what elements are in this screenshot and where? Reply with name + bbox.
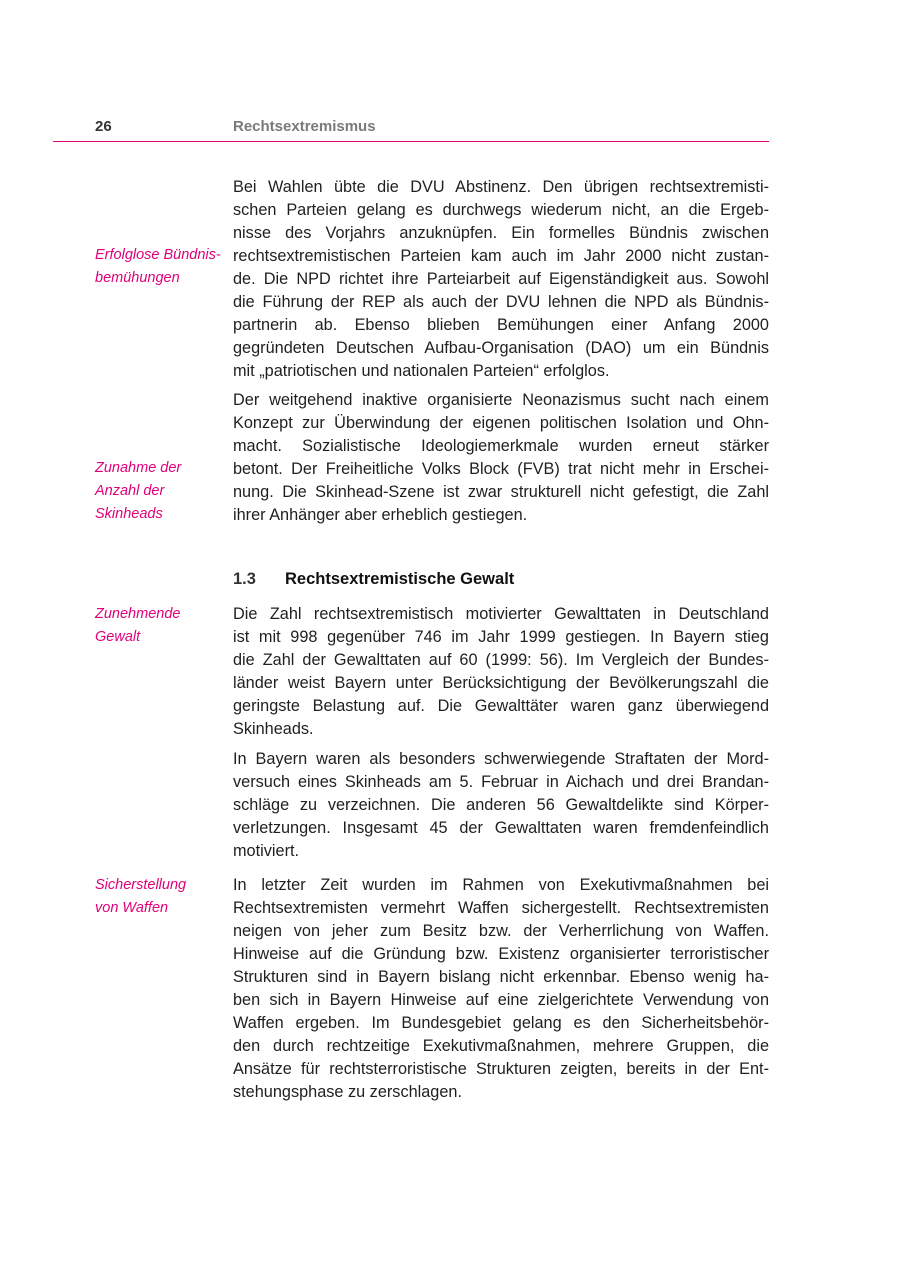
page-number: 26 [95, 118, 112, 135]
text-line: verletzungen. Insgesamt 45 der Gewalttaten waren fremdenfeindlich [233, 819, 769, 837]
text-line: die Zahl der Gewalttaten auf 60 (1999: 56). Im Vergleich der Bundes- [233, 651, 769, 669]
text-line: Die Zahl rechtsextremistisch motivierter Gewalttaten in Deutschland [233, 605, 769, 623]
text-line: Bei Wahlen übte die DVU Abstinenz. Den übrigen rechtsextremisti- [233, 178, 769, 196]
margin-note-line: Zunehmende [95, 606, 181, 622]
text-line: ist mit 998 gegenüber 746 im Jahr 1999 gestiegen. In Bayern stieg [233, 628, 769, 646]
section-number: 1.3 [233, 570, 256, 588]
text-line: Waffen ergeben. Im Bundesgebiet gelang es den Sicherheitsbehör- [233, 1014, 769, 1032]
paragraph-gewalttaten-zahl [233, 603, 769, 741]
paragraph-wahlen-buendnis [233, 176, 769, 383]
text-line: Rechtsextremisten vermehrt Waffen sichergestellt. Rechtsextremisten [233, 899, 769, 917]
margin-note-line: bemühungen [95, 270, 180, 286]
text-line: ben sich in Bayern Hinweise auf eine zielgerichtete Verwendung von [233, 991, 769, 1009]
text-line: gegründeten Deutschen Aufbau-Organisation (DAO) um ein Bündnis [233, 339, 769, 357]
text-line: geringste Belastung auf. Die Gewalttäter waren ganz überwiegend [233, 697, 769, 715]
margin-note-line: Skinheads [95, 506, 163, 522]
paragraph-neonazismus [233, 389, 769, 527]
margin-note-erfolglose-buendnisbemuehungen [95, 244, 230, 290]
text-line: In letzter Zeit wurden im Rahmen von Exekutivmaßnahmen bei [233, 876, 769, 894]
margin-note-line: Gewalt [95, 629, 141, 645]
text-line: partnerin ab. Ebenso blieben Bemühungen einer Anfang 2000 [233, 316, 769, 334]
text-line: Konzept zur Überwindung der eigenen politischen Isolation und Ohn- [233, 414, 769, 432]
text-line: macht. Sozialistische Ideologiemerkmale wurden erneut stärker [233, 437, 769, 455]
text-line: ihrer Anhänger aber erheblich gestiegen. [233, 506, 528, 524]
text-line: rechtsextremistischen Parteien kam auch im Jahr 2000 nicht zustan- [233, 247, 769, 265]
running-title: Rechtsextremismus [233, 118, 376, 135]
text-line: nung. Die Skinhead-Szene ist zwar strukturell nicht gefestigt, die Zahl [233, 483, 769, 501]
margin-note-line: Zunahme der [95, 460, 182, 476]
margin-note-sicherstellung-waffen [95, 874, 230, 920]
text-line: schen Parteien gelang es durchwegs wiederum nicht, an die Ergeb- [233, 201, 769, 219]
margin-note-zunehmende-gewalt [95, 603, 230, 649]
margin-note-line: von Waffen [95, 900, 169, 916]
header-rule [53, 141, 769, 142]
text-line: motiviert. [233, 842, 300, 860]
margin-note-line: Anzahl der [95, 483, 165, 499]
text-line: Der weitgehend inaktive organisierte Neonazismus sucht nach einem [233, 391, 769, 409]
margin-note-line: Erfolglose Bündnis- [95, 247, 221, 263]
text-line: nisse des Vorjahrs anzuknüpfen. Ein formelles Bündnis zwischen [233, 224, 769, 242]
text-line: Strukturen sind in Bayern bislang nicht erkennbar. Ebenso wenig ha- [233, 968, 769, 986]
text-line: schläge zu verzeichnen. Die anderen 56 Gewaltdelikte sind Körper- [233, 796, 769, 814]
text-line: de. Die NPD richtet ihre Parteiarbeit auf Eigenständigkeit aus. Sowohl [233, 270, 769, 288]
text-line: versuch eines Skinheads am 5. Februar in Aichach und drei Brandan- [233, 773, 769, 791]
text-line: neigen von jeher zum Besitz bzw. der Verherrlichung von Waffen. [233, 922, 769, 940]
margin-note-line: Sicherstellung [95, 877, 187, 893]
text-line: die Führung der REP als auch der DVU lehnen die NPD als Bündnis- [233, 293, 769, 311]
text-line: Ansätze für rechtsterroristische Strukturen zeigten, bereits in der Ent- [233, 1060, 769, 1078]
paragraph-waffen [233, 874, 769, 1104]
text-line: stehungsphase zu zerschlagen. [233, 1083, 462, 1101]
text-line: den durch rechtzeitige Exekutivmaßnahmen, mehrere Gruppen, die [233, 1037, 769, 1055]
paragraph-straftaten-bayern [233, 748, 769, 863]
section-heading [233, 570, 514, 589]
margin-note-zunahme-skinheads [95, 457, 230, 526]
text-line: mit „patriotischen und nationalen Parteien“ erfolglos. [233, 362, 610, 380]
text-line: betont. Der Freiheitliche Volks Block (FVB) trat nicht mehr in Erschei- [233, 460, 769, 478]
text-line: Hinweise auf die Gründung bzw. Existenz organisierter terroristischer [233, 945, 769, 963]
section-title: Rechtsextremistische Gewalt [285, 570, 515, 588]
text-line: In Bayern waren als besonders schwerwiegende Straftaten der Mord- [233, 750, 769, 768]
text-line: Skinheads. [233, 720, 314, 738]
text-line: länder weist Bayern unter Berücksichtigung der Bevölkerungszahl die [233, 674, 769, 692]
